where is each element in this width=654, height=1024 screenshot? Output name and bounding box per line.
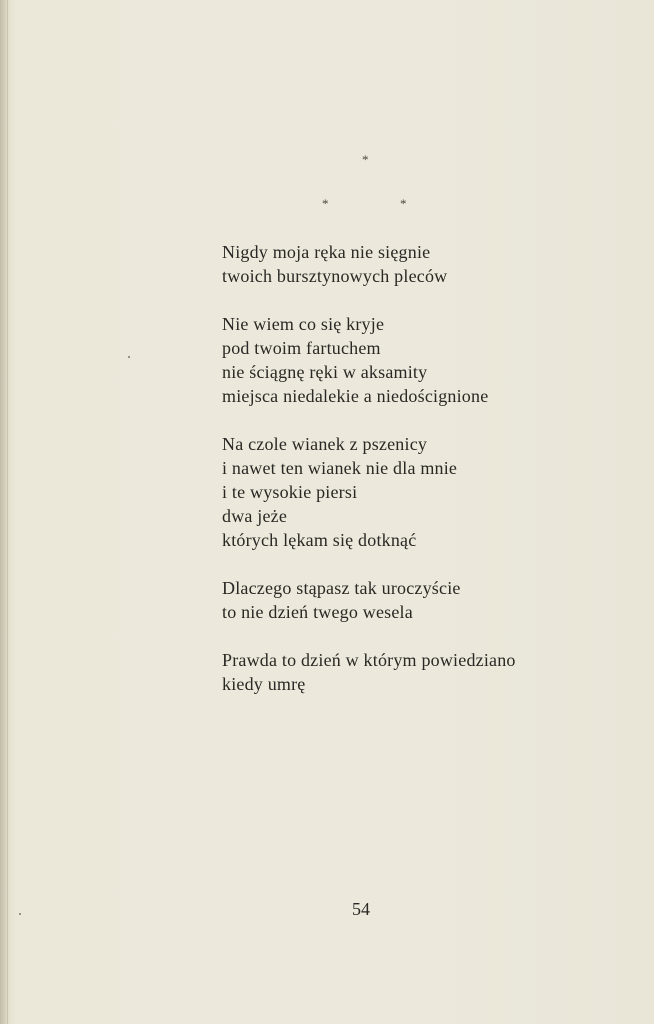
poem-line: Dlaczego stąpasz tak uroczyście — [222, 578, 461, 598]
poem-line: twoich bursztynowych pleców — [222, 266, 448, 286]
poem-line: Na czole wianek z pszenicy — [222, 434, 428, 454]
poem-line: i te wysokie piersi — [222, 482, 358, 502]
paper-speck — [19, 913, 21, 915]
stanza-5 — [222, 648, 622, 696]
poem-line: których lękam się dotknąć — [222, 530, 417, 550]
poem-line: Nie wiem co się kryje — [222, 314, 385, 334]
poem-line: dwa jeże — [222, 506, 288, 526]
page-number: 54 — [352, 899, 370, 919]
poem-line: kiedy umrę — [222, 674, 306, 694]
poem-line: to nie dzień twego wesela — [222, 602, 413, 622]
paper-speck — [128, 356, 130, 358]
asterism-left-star: * — [322, 196, 329, 211]
poem-body — [222, 240, 622, 696]
asterism-right-star: * — [400, 196, 407, 211]
stanza-1 — [222, 240, 622, 288]
page-edge-line — [7, 0, 8, 1024]
poem-line: Prawda to dzień w którym powiedziano — [222, 650, 516, 670]
poem-line: nie ściągnę ręki w aksamity — [222, 362, 428, 382]
stanza-4 — [222, 576, 622, 624]
poem-line: pod twoim fartuchem — [222, 338, 381, 358]
asterism-top-star: * — [362, 152, 369, 167]
stanza-2 — [222, 312, 622, 408]
stanza-3 — [222, 432, 622, 552]
poem-line: miejsca niedalekie a niedoścignione — [222, 386, 489, 406]
poem-line: Nigdy moja ręka nie sięgnie — [222, 242, 431, 262]
poem-line: i nawet ten wianek nie dla mnie — [222, 458, 458, 478]
page-gutter-shadow — [0, 0, 10, 1024]
